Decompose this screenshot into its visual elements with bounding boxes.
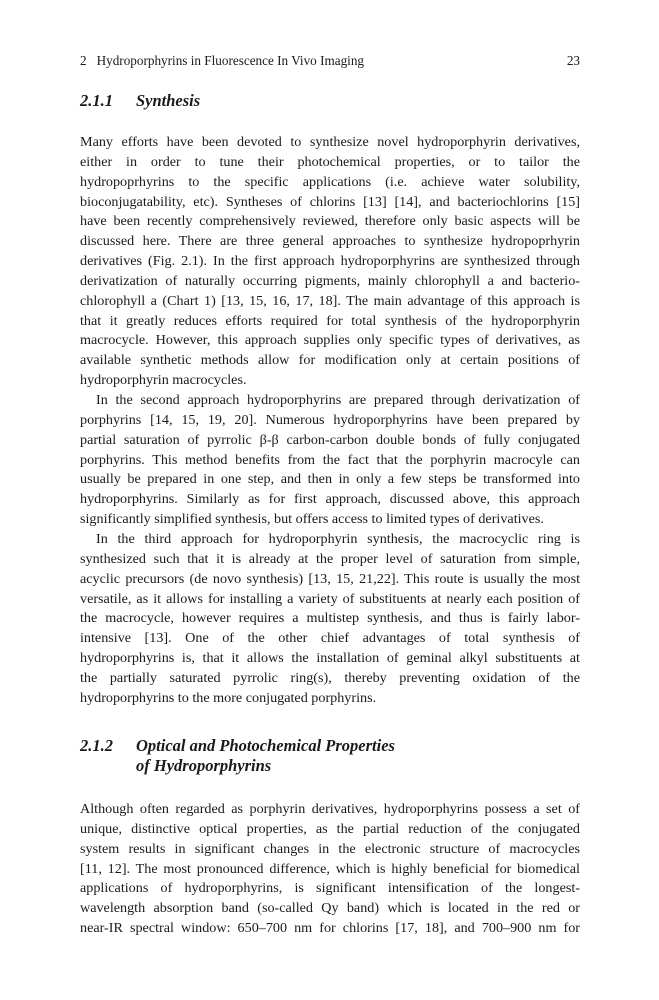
text-line: [11, 12]. The most pronounced difference, which is highly beneficial for biomedical [80,860,580,877]
text-line: intensive [13]. One of the other chief advantages of total synthesis of [80,630,580,647]
text-line: hydroporphyrins is, that it allows the installation of geminal alkyl substituents at [80,650,580,667]
paragraph-4 [80,800,580,939]
text-line: wavelength absorption band (so-called Qy band) which is located in the red or [80,900,580,917]
text-line: system results in significant changes in the electronic structure of macrocycles [80,840,580,857]
text-line: hydroporphyrins to the more conjugated porphyrins. [80,689,377,706]
text-line: In the second approach hydroporphyrins are prepared through derivatization of [96,392,580,408]
text-line: significantly simplified synthesis, but offers access to limited types of derivatives. [80,511,544,528]
section-number: 2.1.1 [80,91,113,110]
text-line: derivatives (Fig. 2.1). In the first approach hydroporphyrins are synthesized through [80,253,580,270]
text-line: partial saturation of pyrrolic β-β carbon-carbon double bonds of fully conjugated [80,431,580,448]
section-title: Synthesis [136,91,201,110]
page-number: 23 [566,53,580,68]
text-line: either in order to tune their photochemical properties, or to tailor the [80,153,580,170]
text-line: discussed here. There are three general approaches to synthesize hydropoprhyrin [80,233,580,250]
text-line: the macrocycle, however requires a multistep synthesis, and thus is fairly labor- [80,610,580,627]
text-line: unique, distinctive optical properties, as the partial reduction of the conjugated [80,820,580,837]
text-line: near-IR spectral window: 650–700 nm for chlorins [17, 18], and 700–900 nm for [80,920,580,937]
text-line: Many efforts have been devoted to synthesize novel hydroporphyrin derivatives, [80,134,580,150]
text-line: versatile, as it allows for installing a variety of substituents at nearly each position of [80,590,580,607]
text-line: hydroporphyrin macrocycles. [80,372,247,389]
running-header [80,53,580,69]
chapter-number: 2 [80,53,87,68]
text-line: Although often regarded as porphyrin derivatives, hydroporphyrins possess a set of [80,801,580,817]
section-title-line-2: of Hydroporphyrins [136,756,272,775]
text-line: porphyrins [14, 15, 19, 20]. Numerous hydroporphyrins have been prepared by [80,411,580,428]
section-heading-synthesis [80,91,200,111]
text-line: hydroporphyrins. Similarly as for first approach, discussed above, this approach [80,491,580,508]
text-line: synthesized such that it is already at the proper level of saturation from simple, [80,550,580,567]
text-line: hydropoprhyrins to the specific applications (i.e. achieve water solubility, [80,173,580,190]
text-line: porphyrins. This method benefits from the fact that the porphyrin macrocyle can [80,451,580,468]
text-line: applications of hydroporphyrins, is significant intensification of the longest- [80,880,580,897]
text-line: derivatization of naturally occurring pigments, mainly chlorophyll a and bacterio- [80,272,580,289]
paragraph-1 [80,133,580,391]
text-line: acyclic precursors (de novo synthesis) [13, 15, 21,22]. This route is usually the most [80,570,580,587]
section-heading-optical-properties [80,736,395,776]
text-line: macrocycle. However, this approach supplies only specific types of derivatives, as [80,332,580,349]
text-line: chlorophyll a (Chart 1) [13, 15, 16, 17, 18]. The main advantage of this approach is [80,292,580,309]
text-line: have been recently comprehensively reviewed, therefore only basic aspects will be [80,213,580,230]
running-title: Hydroporphyrins in Fluorescence In Vivo Imaging [96,53,365,68]
section-title-line-1: Optical and Photochemical Properties [136,736,395,755]
text-line: that it greatly reduces efforts required for total synthesis of the hydroporphyrin [80,312,580,329]
text-line: bioconjugatability, etc). Syntheses of chlorins [13] [14], and bacteriochlorins [15] [80,193,580,210]
paragraph-2 [80,391,580,530]
text-line: usually be prepared in one step, and then in only a few steps be transformed into [80,471,580,488]
text-line: In the third approach for hydroporphyrin synthesis, the macrocyclic ring is [96,531,580,547]
running-header-left [80,53,364,69]
section-number: 2.1.2 [80,736,113,755]
text-line: available synthetic methods allow for modification only at certain positions of [80,352,580,369]
text-line: the partially saturated pyrrolic ring(s), thereby preventing oxidation of the [80,669,580,686]
paragraph-3 [80,530,580,709]
